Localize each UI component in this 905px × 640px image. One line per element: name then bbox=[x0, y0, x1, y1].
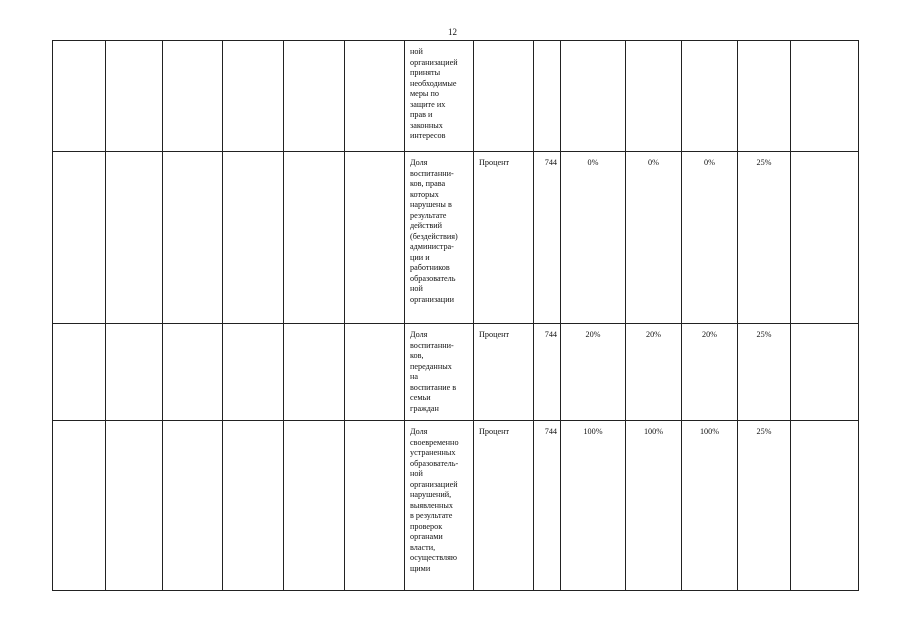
empty-cell bbox=[53, 421, 106, 591]
empty-cell bbox=[791, 324, 859, 421]
indicator-cell: Доля воспитанни- ков, переданных на воспитание в семьи граждан bbox=[405, 324, 474, 421]
table-row bbox=[53, 152, 859, 324]
unit-cell: Процент bbox=[474, 152, 534, 324]
empty-cell bbox=[284, 324, 345, 421]
table-row bbox=[53, 324, 859, 421]
value-cell bbox=[561, 41, 626, 152]
indicator-cell: Доля своевременно устраненных образователь- ной организацией нарушений, выявленных в результате проверок органами власти, осуществляю щими bbox=[405, 421, 474, 591]
empty-cell bbox=[284, 41, 345, 152]
empty-cell bbox=[163, 152, 223, 324]
value-cell: 100% bbox=[682, 421, 738, 591]
empty-cell bbox=[223, 152, 284, 324]
deviation-cell bbox=[738, 41, 791, 152]
indicator-cell: ной организацией приняты необходимые меры по защите их прав и законных интересов bbox=[405, 41, 474, 152]
empty-cell bbox=[163, 41, 223, 152]
table-row bbox=[53, 421, 859, 591]
code-cell bbox=[534, 41, 561, 152]
empty-cell bbox=[791, 152, 859, 324]
empty-cell bbox=[163, 421, 223, 591]
empty-cell bbox=[106, 152, 163, 324]
empty-cell bbox=[106, 41, 163, 152]
code-cell: 744 bbox=[534, 152, 561, 324]
empty-cell bbox=[223, 421, 284, 591]
indicators-table bbox=[52, 40, 859, 591]
empty-cell bbox=[223, 324, 284, 421]
empty-cell bbox=[53, 324, 106, 421]
deviation-cell: 25% bbox=[738, 152, 791, 324]
empty-cell bbox=[284, 152, 345, 324]
empty-cell bbox=[106, 324, 163, 421]
value-cell: 0% bbox=[561, 152, 626, 324]
value-cell bbox=[682, 41, 738, 152]
value-cell: 20% bbox=[626, 324, 682, 421]
empty-cell bbox=[53, 152, 106, 324]
value-cell: 0% bbox=[626, 152, 682, 324]
page-number: 12 bbox=[448, 27, 457, 37]
code-cell: 744 bbox=[534, 421, 561, 591]
table-row bbox=[53, 41, 859, 152]
empty-cell bbox=[791, 421, 859, 591]
indicator-cell: Доля воспитанни- ков, права которых нарушены в результате действий (бездействия) администра- ции и работников образователь ной организации bbox=[405, 152, 474, 324]
deviation-cell: 25% bbox=[738, 421, 791, 591]
empty-cell bbox=[345, 41, 405, 152]
value-cell: 20% bbox=[682, 324, 738, 421]
value-cell bbox=[626, 41, 682, 152]
empty-cell bbox=[284, 421, 345, 591]
empty-cell bbox=[106, 421, 163, 591]
empty-cell bbox=[53, 41, 106, 152]
empty-cell bbox=[345, 421, 405, 591]
unit-cell: Процент bbox=[474, 421, 534, 591]
value-cell: 0% bbox=[682, 152, 738, 324]
value-cell: 100% bbox=[626, 421, 682, 591]
unit-cell: Процент bbox=[474, 324, 534, 421]
empty-cell bbox=[163, 324, 223, 421]
unit-cell bbox=[474, 41, 534, 152]
empty-cell bbox=[791, 41, 859, 152]
empty-cell bbox=[223, 41, 284, 152]
empty-cell bbox=[345, 324, 405, 421]
empty-cell bbox=[345, 152, 405, 324]
value-cell: 100% bbox=[561, 421, 626, 591]
code-cell: 744 bbox=[534, 324, 561, 421]
value-cell: 20% bbox=[561, 324, 626, 421]
deviation-cell: 25% bbox=[738, 324, 791, 421]
